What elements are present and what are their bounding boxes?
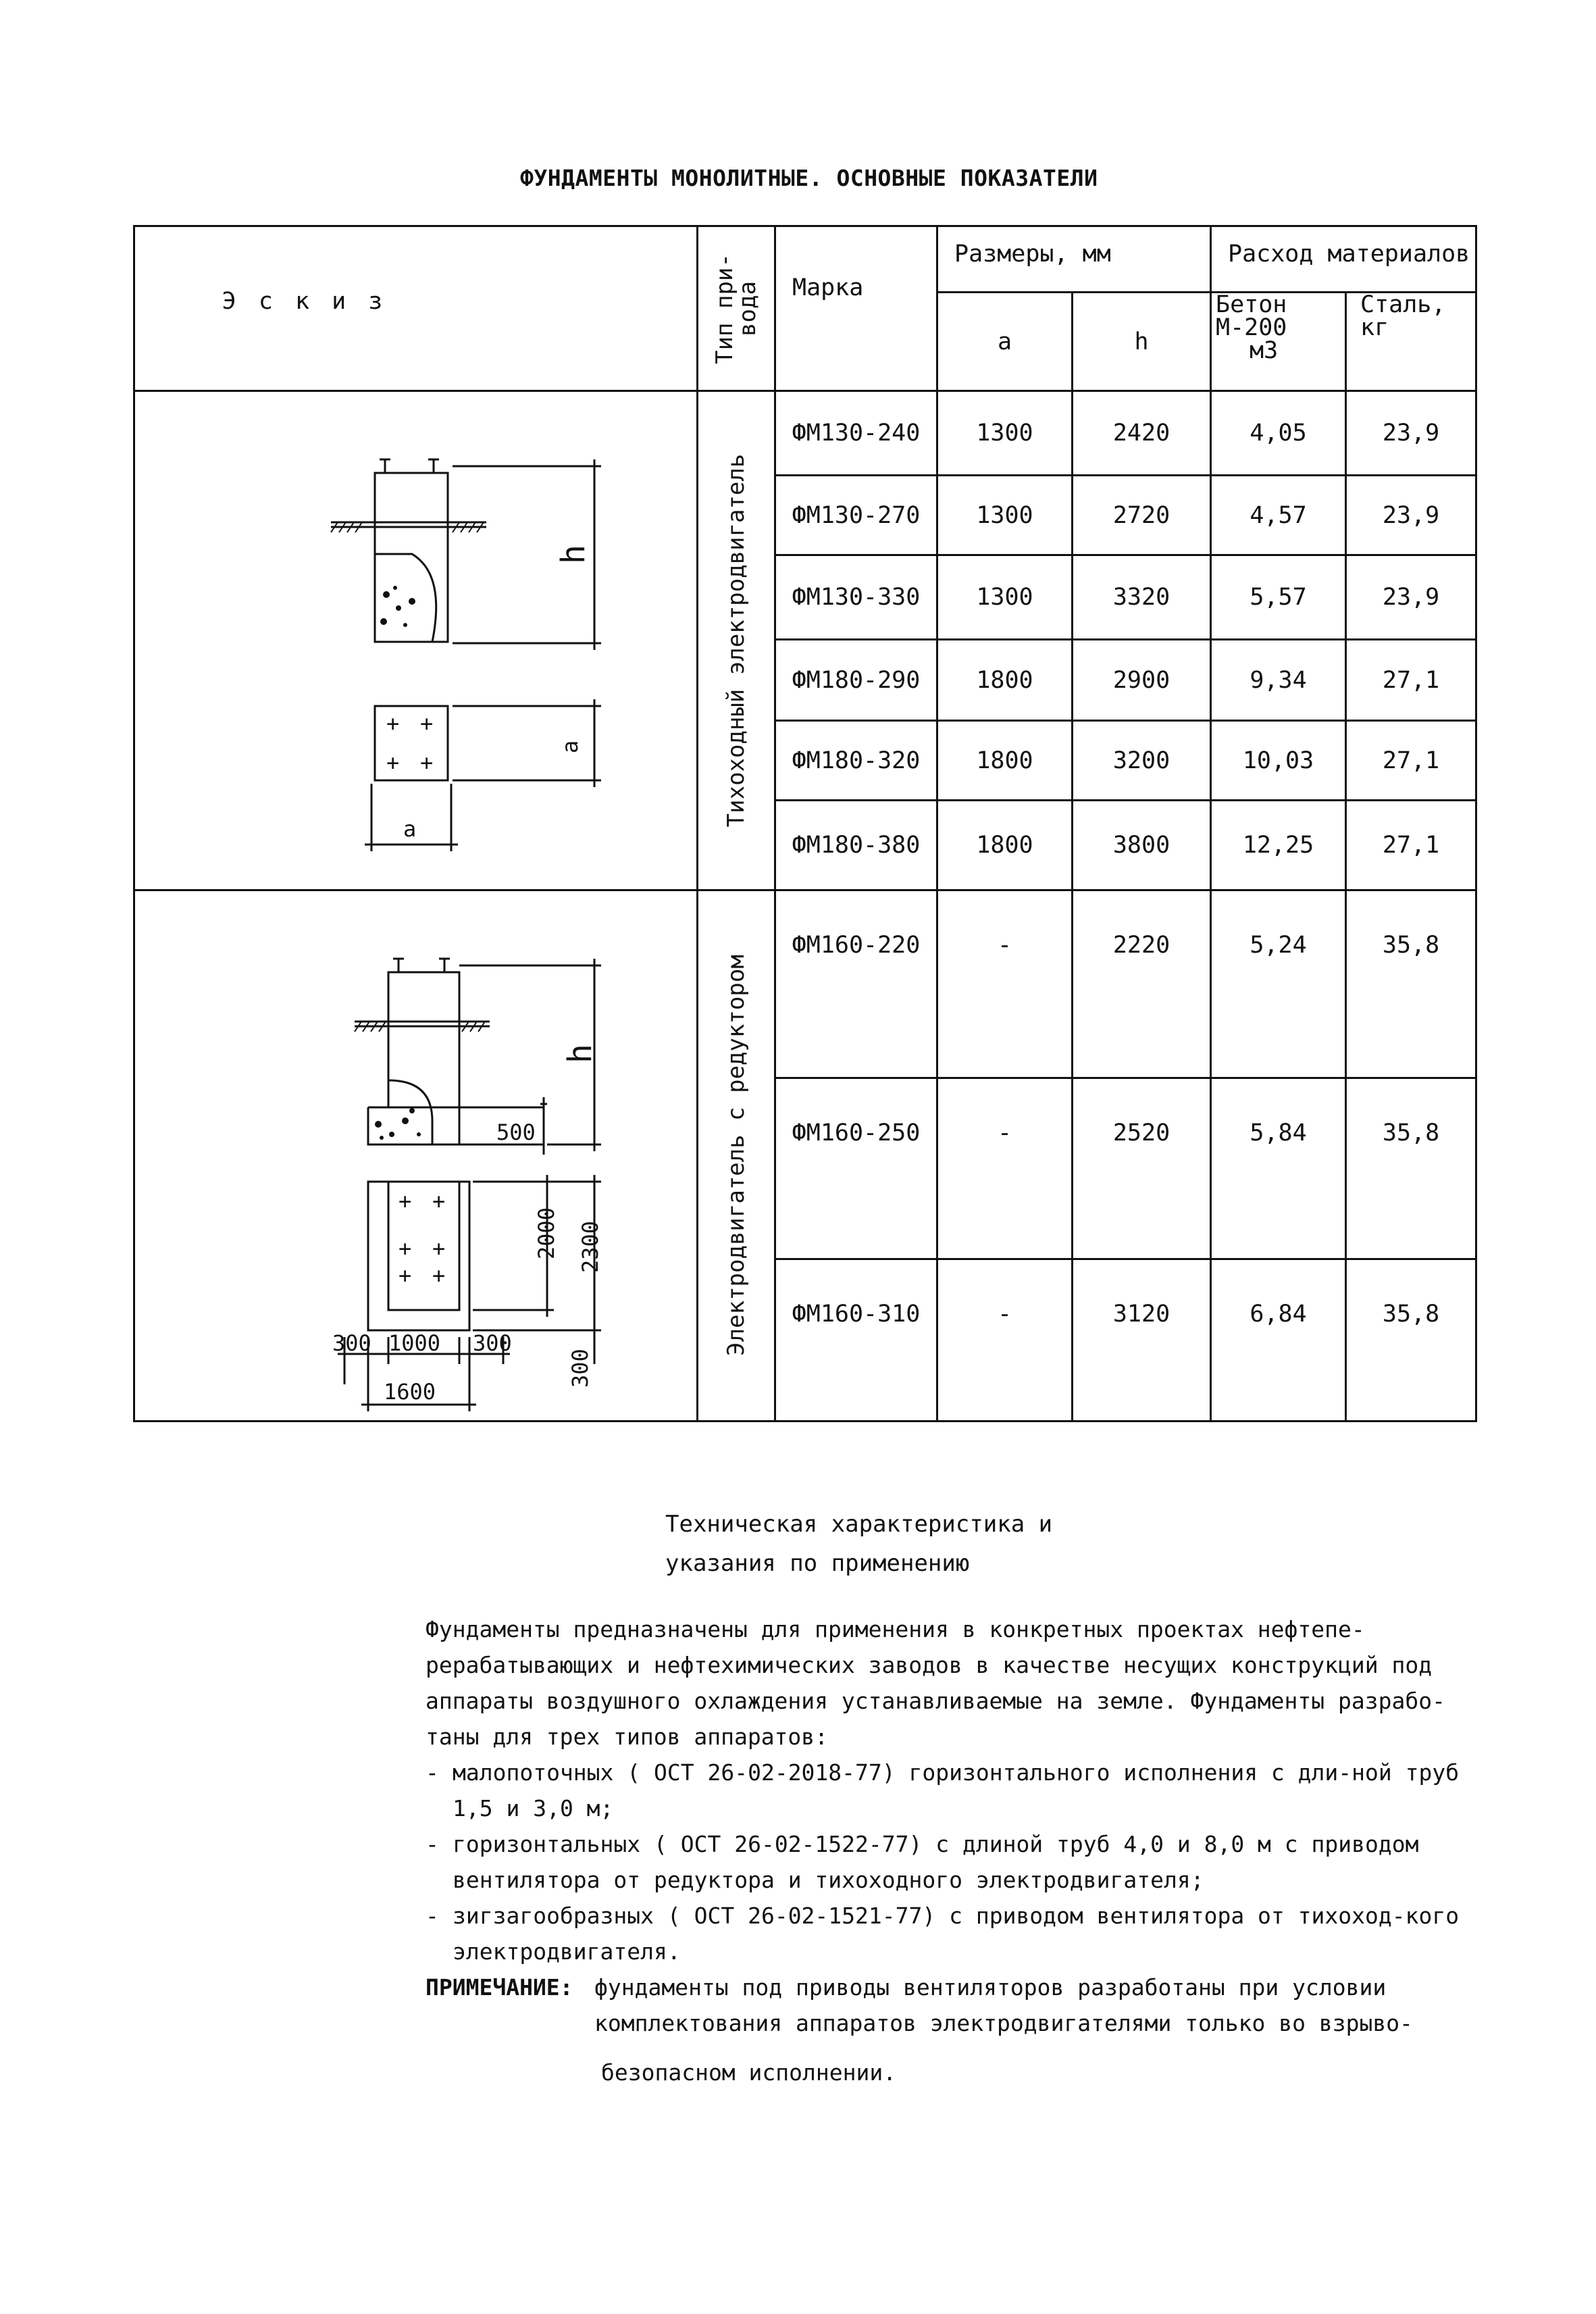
svg-text:+: + <box>432 1188 446 1214</box>
concrete-cell: 12,25 <box>1211 801 1346 890</box>
a-cell: 1300 <box>937 555 1073 640</box>
steel-cell: 27,1 <box>1346 801 1476 890</box>
h-cell: 2900 <box>1073 640 1211 721</box>
svg-text:+: + <box>398 1188 412 1214</box>
a-cell: - <box>937 890 1073 1078</box>
description <box>358 1611 1472 2090</box>
steel-cell: 23,9 <box>1346 555 1476 640</box>
concrete-cell: 6,84 <box>1211 1259 1346 1421</box>
svg-text:+: + <box>386 711 400 737</box>
mark-cell: ФМ180-380 <box>775 801 937 890</box>
steel-cell: 27,1 <box>1346 640 1476 721</box>
a-cell: 1300 <box>937 476 1073 555</box>
steel-cell: 23,9 <box>1346 476 1476 555</box>
dim-1600: 1600 <box>384 1378 436 1405</box>
dim-1000: 1000 <box>388 1330 441 1356</box>
sketch-gear-motor <box>134 890 698 1422</box>
concrete-header: Бетон М-200 м3 <box>1211 293 1346 391</box>
a-dimension-label: a <box>403 816 417 842</box>
svg-text:+: + <box>398 1262 412 1288</box>
concrete-cell: 10,03 <box>1211 721 1346 801</box>
mark-header: Марка <box>775 226 937 391</box>
steel-cell: 27,1 <box>1346 721 1476 801</box>
h-cell: 2720 <box>1073 476 1211 555</box>
note-label: ПРИМЕЧАНИЕ: <box>426 1974 573 2001</box>
steel-cell: 35,8 <box>1346 1259 1476 1421</box>
a-cell: - <box>937 1259 1073 1421</box>
steel-cell: 35,8 <box>1346 890 1476 1078</box>
dim-300-bottom: 300 <box>567 1348 593 1388</box>
h-dimension-label: h <box>561 1043 599 1063</box>
svg-text:+: + <box>432 1262 446 1288</box>
a-dimension-label-vertical: a <box>557 740 583 754</box>
h-cell: 3200 <box>1073 721 1211 801</box>
a-cell: - <box>937 1078 1073 1259</box>
section-title-line-1: Техническая характеристика и <box>665 1511 1053 1538</box>
svg-text:+: + <box>432 1235 446 1261</box>
dim-300-left: 300 <box>332 1330 371 1356</box>
mark-cell: ФМ180-320 <box>775 721 937 801</box>
foundation-sketch-1 <box>135 392 698 888</box>
steel-cell: 35,8 <box>1346 1078 1476 1259</box>
svg-text:+: + <box>398 1235 412 1261</box>
section-title <box>665 1505 1052 1583</box>
intro-paragraph: Фундаменты предназначены для применения в конкретных проектах нефтепе-рерабатывающих и нефтехимических заводов в качестве несущих конструкций под аппараты воздушного охлаждения устанавливаемые на земле. Фундаменты разрабо-таны для трех типов аппаратов: <box>426 1616 1445 1750</box>
h-cell: 3320 <box>1073 555 1211 640</box>
mark-cell: ФМ130-240 <box>775 391 937 476</box>
a-header: а <box>937 293 1073 391</box>
dim-300-right: 300 <box>473 1330 512 1356</box>
h-cell: 2520 <box>1073 1078 1211 1259</box>
mark-cell: ФМ160-220 <box>775 890 937 1078</box>
drive-slow-motor: Тихоходный электродвигатель <box>698 391 775 890</box>
dim-2300: 2300 <box>577 1220 603 1273</box>
indicators-table <box>133 225 1477 1422</box>
h-header: h <box>1073 293 1211 391</box>
h-cell: 3120 <box>1073 1259 1211 1421</box>
a-cell: 1800 <box>937 801 1073 890</box>
a-cell: 1300 <box>937 391 1073 476</box>
h-cell: 2220 <box>1073 890 1211 1078</box>
concrete-cell: 4,57 <box>1211 476 1346 555</box>
list-item: - зигзагообразных ( ОСТ 26-02-1521-77) с приводом вентилятора от тихоход-кого электродвигателя. <box>426 1903 1460 1965</box>
drive-type-header: Тип при- вода <box>698 226 775 391</box>
h-dimension-label: h <box>555 545 592 565</box>
note-last-line: безопасном исполнении. <box>601 2059 897 2086</box>
mark-cell: ФМ130-270 <box>775 476 937 555</box>
h-cell: 3800 <box>1073 801 1211 890</box>
foundation-sketch-2 <box>135 891 698 1425</box>
steel-cell: 23,9 <box>1346 391 1476 476</box>
sketch-header: Э с к и з <box>134 226 698 391</box>
concrete-cell: 4,05 <box>1211 391 1346 476</box>
mark-cell: ФМ130-330 <box>775 555 937 640</box>
svg-text:+: + <box>386 750 400 776</box>
note <box>426 1969 1472 2041</box>
concrete-cell: 5,24 <box>1211 890 1346 1078</box>
svg-text:+: + <box>420 750 434 776</box>
drive-gear-motor: Электродвигатель с редуктором <box>698 890 775 1422</box>
list-item: - горизонтальных ( ОСТ 26-02-1522-77) с длиной труб 4,0 и 8,0 м с приводом вентилятора от редуктора и тихоходного электродвигателя; <box>426 1831 1419 1893</box>
dim-500: 500 <box>496 1119 536 1145</box>
mark-cell: ФМ160-250 <box>775 1078 937 1259</box>
sketch-slow-motor <box>134 391 698 890</box>
dim-2000: 2000 <box>534 1207 559 1259</box>
list-item: - малопоточных ( ОСТ 26-02-2018-77) горизонтального исполнения с дли-ной труб 1,5 и 3,0 м; <box>426 1759 1460 1821</box>
page-title: ФУНДАМЕНТЫ МОНОЛИТНЫЕ. ОСНОВНЫЕ ПОКАЗАТЕЛИ <box>520 165 1098 191</box>
a-cell: 1800 <box>937 721 1073 801</box>
section-title-line-2: указания по применению <box>665 1550 970 1577</box>
a-cell: 1800 <box>937 640 1073 721</box>
mark-cell: ФМ160-310 <box>775 1259 937 1421</box>
concrete-cell: 9,34 <box>1211 640 1346 721</box>
concrete-cell: 5,84 <box>1211 1078 1346 1259</box>
svg-text:+: + <box>420 711 434 737</box>
note-text: фундаменты под приводы вентиляторов разработаны при условии комплектования аппаратов электродвигателями только во взрыво- <box>594 1974 1413 2036</box>
sizes-header: Размеры, мм <box>937 226 1211 293</box>
concrete-cell: 5,57 <box>1211 555 1346 640</box>
h-cell: 2420 <box>1073 391 1211 476</box>
mark-cell: ФМ180-290 <box>775 640 937 721</box>
materials-header: Расход материалов <box>1211 226 1476 293</box>
steel-header: Сталь, кг <box>1346 293 1476 391</box>
